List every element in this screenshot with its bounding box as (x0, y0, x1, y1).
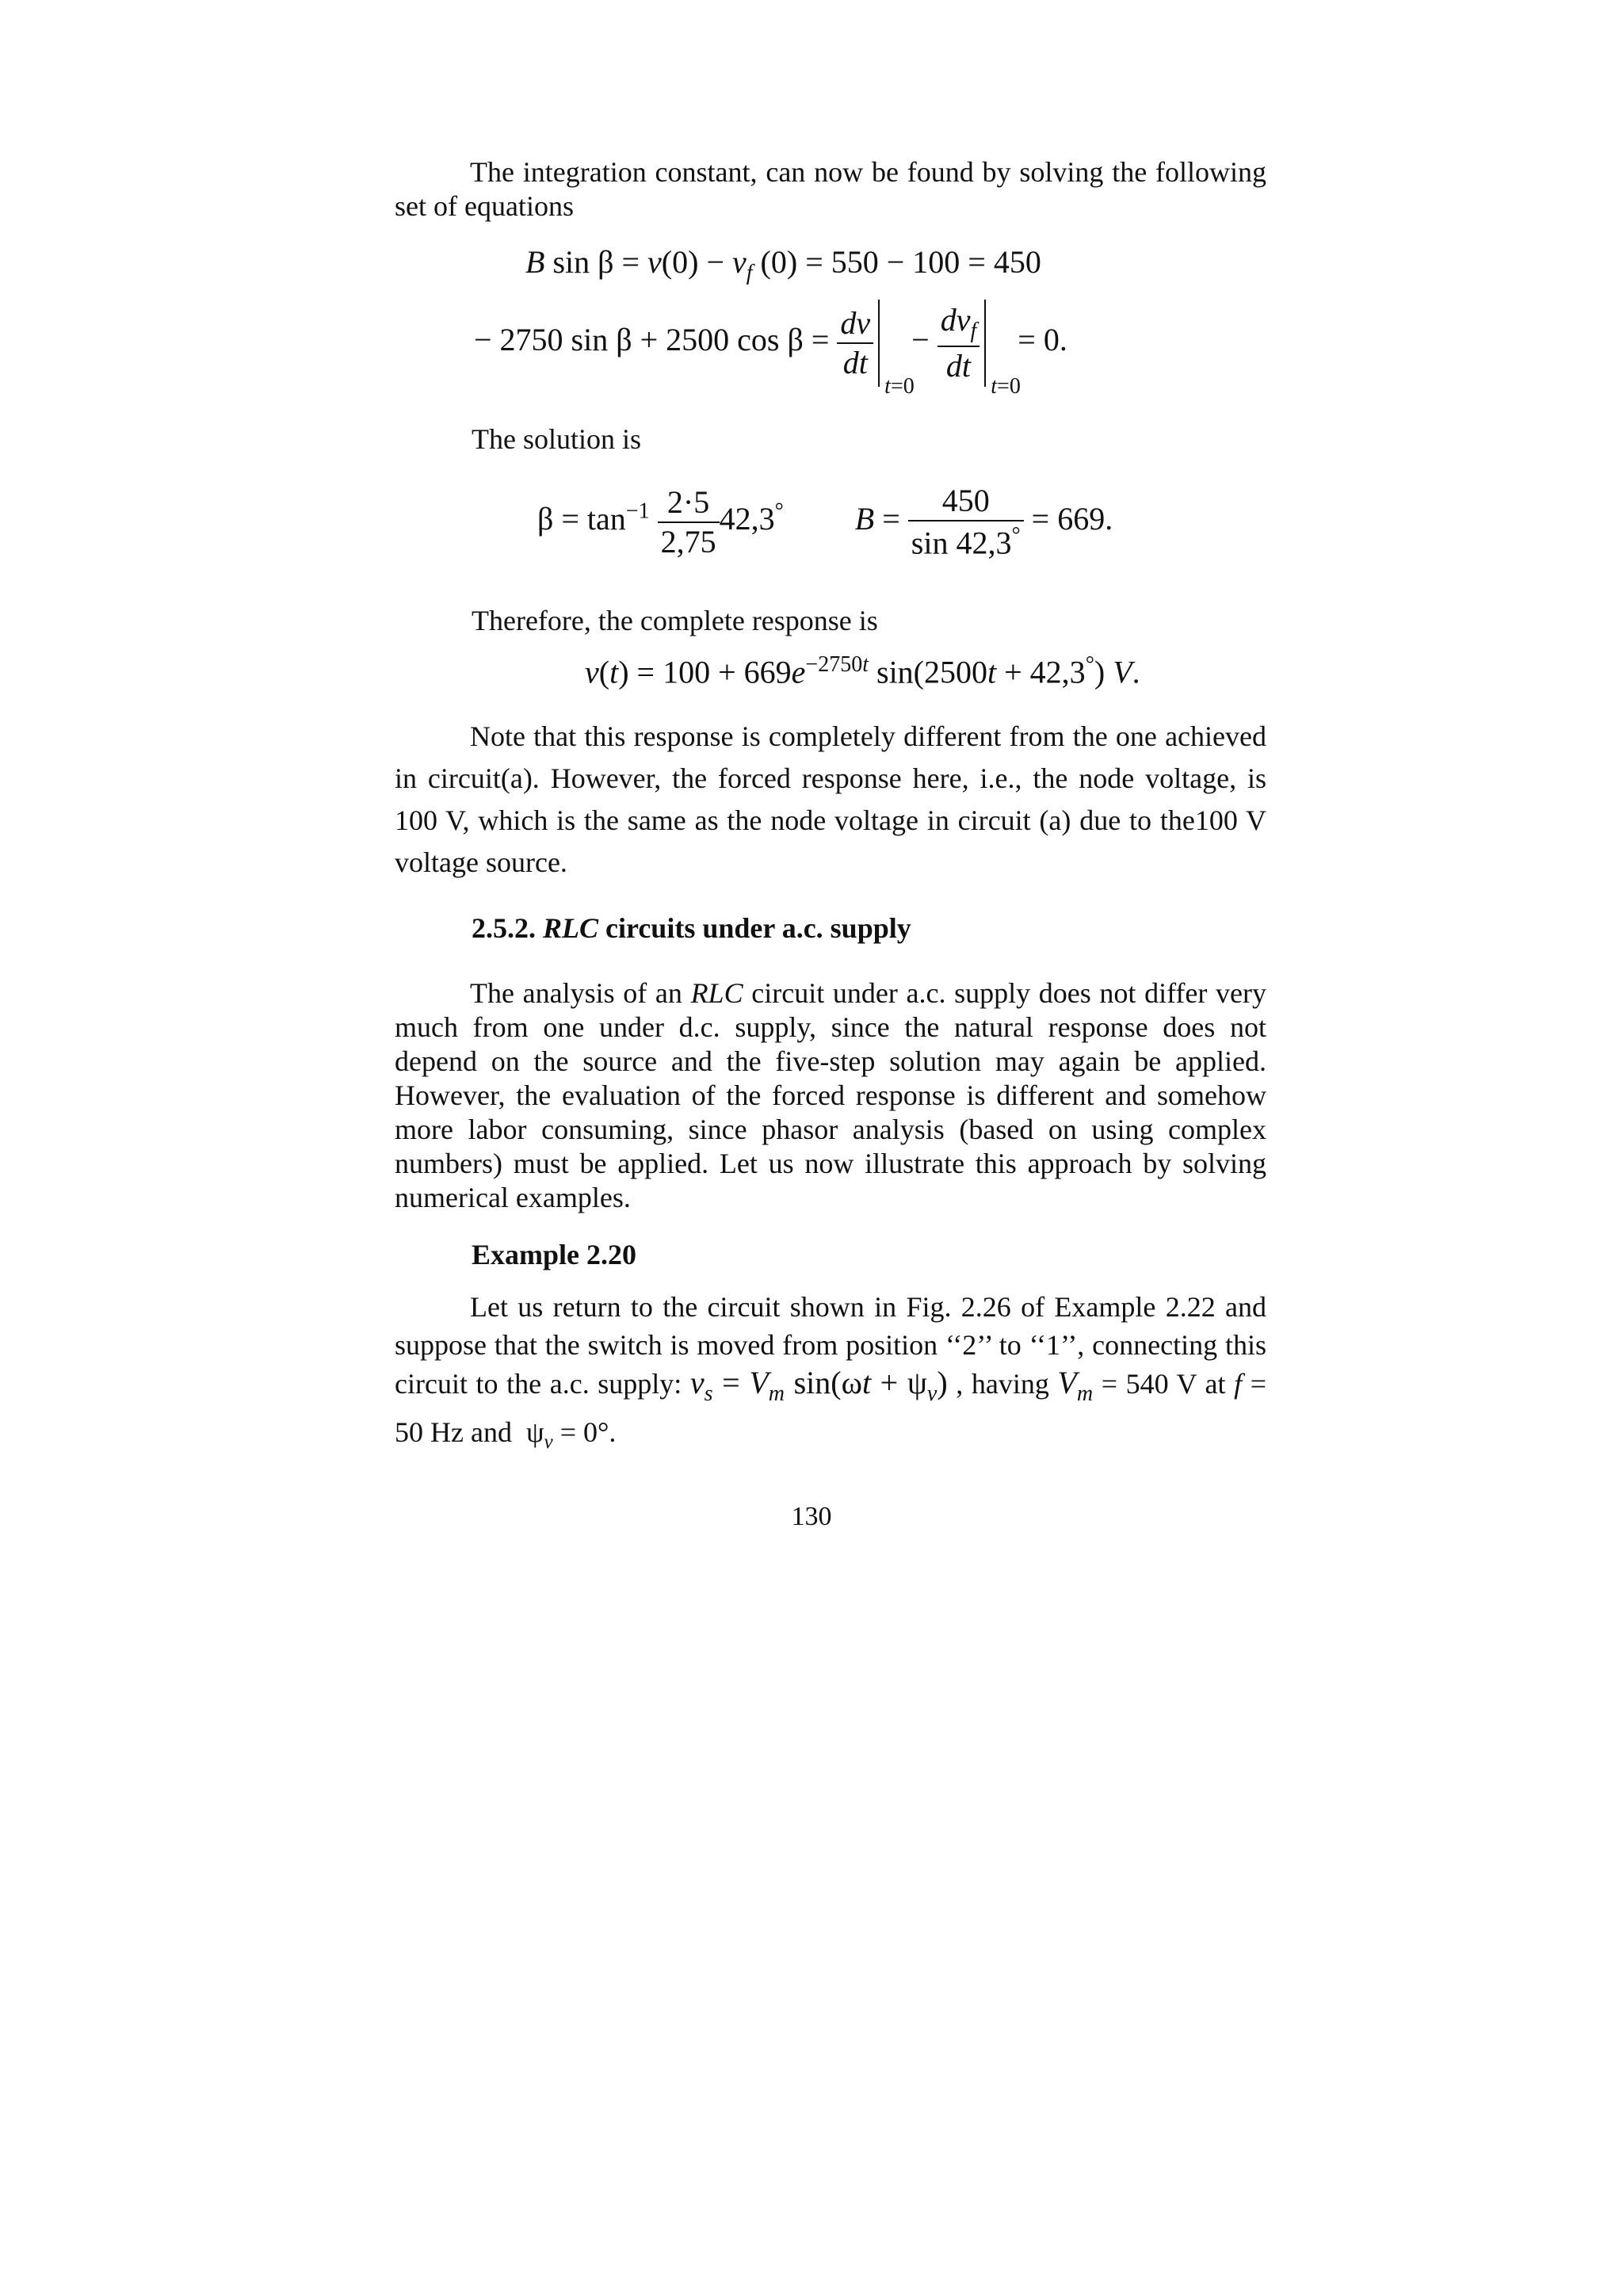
solution-intro-text: The solution is (472, 423, 641, 455)
paragraph-rlc-ac-analysis: The analysis of an RLC circuit under a.c. supply does not differ very much from one under d.c. supply, since the natural response does not depend on the source and the five-step solution may again be applied. However, the evaluation of the forced response is different and somehow more labor consuming, since phasor analysis (based on using complex numbers) must be applied. Let us now illustrate this approach by solving numerical examples. (395, 977, 1267, 1213)
equation-beta-and-b: $\beta = \tan^{-1}$ $\frac{2\cdot 5}{2,75}$ 42,3° B = $\frac{450}{\sin 42,3^\circ}$ = 669. (537, 483, 1113, 561)
section-heading: 2.5.2. RLC circuits under a.c. supply (472, 912, 911, 944)
page-number: 130 (791, 1502, 832, 1531)
paragraph-forced-response-note: Note that this response is completely different from the one achieved in circuit(a). However, the forced response here, i.e., the node voltage, is 100 V, which is the same as the node voltage in circuit (a) due to the100 V voltage source. (395, 720, 1266, 878)
equation-derivative-condition: − 2750 sin β + 2500 cos β = $\frac{dv}{dt}$ t=0 − $\frac{dv_f}{dt}$ t=0 = 0. (474, 300, 1067, 387)
equation-b-sin-beta: B $\sin \beta = v(0) - v_f$ (0) = 550 − 100 = 450 (525, 244, 1041, 285)
therefore-text: Therefore, the complete response is (472, 605, 878, 636)
paragraph-example-setup: Let us return to the circuit shown in Fig. 2.26 of Example 2.22 and suppose that the switch is moved from position ‘‘2’’ to ‘‘1’’, connecting this circuit to the a.c. supply: $v_s = V_m$ $\sin(\omega t + \psi_v)$ , having $V_m = 540$ V at f = 50 Hz and $\psi_v = 0^\circ$. (395, 1291, 1266, 1454)
equation-complete-response: $v(t) = 100 + 669e^{-2750t}$ sin(2500t + 42,3°) V. (585, 652, 1140, 690)
paragraph-integration-constant: The integration constant, can now be found by solving the following set of equations (395, 156, 1266, 222)
example-title: Example 2.20 (472, 1239, 637, 1270)
